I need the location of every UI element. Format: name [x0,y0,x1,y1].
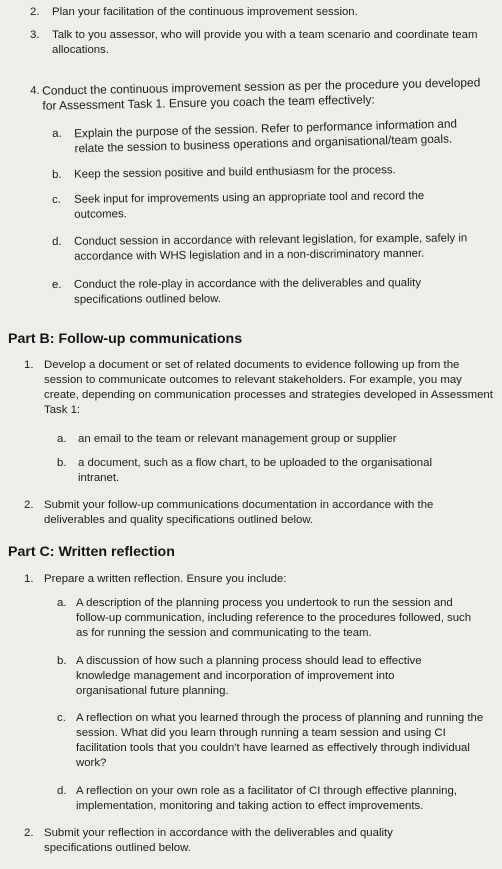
item-number: 4. [30,84,40,97]
sub-item-a4-b [52,162,482,183]
item-letter: c. [52,193,62,206]
item-letter: b. [57,457,67,469]
sub-item-b1-b [57,456,465,486]
item-number: 3. [30,29,40,41]
item-number: 2. [30,6,40,18]
item-text: Submit your follow-up communications documentation in accordance with the deliverables and quality specifications outlined below. [44,499,434,526]
item-letter: a. [52,127,62,140]
list-item-b1 [24,358,494,418]
item-text: an email to the team or relevant management group or supplier [78,433,397,445]
list-item-a4 [30,75,490,114]
item-text: A reflection on your own role as a facilitator of CI through effective planning, implementation, monitoring and taking action to effect improvements. [76,785,457,812]
item-text: Develop a document or set of related documents to evidence following up from the session to communicate outcomes to relevant stakeholders. For example, you may create, depending on communication processes and strategies developed in Assessment Task 1: [44,359,493,416]
item-number: 1. [24,359,34,371]
sub-item-a4-a [52,116,483,157]
item-text: Explain the purpose of the session. Refer to performance information and relate the session to business operations and organisational/team goals. [73,116,458,156]
item-letter: b. [57,655,67,667]
item-text: Conduct the role-play in accordance with the deliverables and quality specifications outlined below. [74,277,422,306]
item-text: A reflection on what you learned through the process of planning and running the session. What did you learn through running a team session and using CI facilitation tools that you couldn't have learned as effectively through individual work? [76,712,484,769]
item-text: A description of the planning process you undertook to run the session and follow-up communication, including reference to the procedures followed, such as for running the session and communicating to the team. [76,597,472,639]
part-c-heading: Part C: Written reflection [8,544,175,560]
item-number: 2. [24,827,34,839]
list-item-c2 [24,826,444,856]
item-letter: c. [57,712,66,724]
list-item-a3 [30,28,490,58]
item-text: Prepare a written reflection. Ensure you include: [44,573,287,585]
item-text: Conduct the continuous improvement session as per the procedure you developed for Assessment Task 1. Ensure you coach the team effectively: [41,75,481,113]
item-text: Plan your facilitation of the continuous improvement session. [52,6,358,18]
item-letter: b. [52,168,62,181]
item-text: Submit your reflection in accordance with the deliverables and quality specifications outlined below. [44,827,393,854]
sub-item-a4-e [52,276,462,308]
item-text: Conduct session in accordance with relevant legislation, for example, safely in accordance with WHS legislation and in a non-discriminatory manner. [74,232,468,263]
sub-item-a4-d [52,231,492,265]
item-text: a document, such as a flow chart, to be uploaded to the organisational intranet. [78,457,432,484]
item-letter: d. [52,235,62,248]
sub-item-b1-a [57,432,477,447]
sub-item-c1-a [57,596,482,641]
item-text: Keep the session positive and build enthusiasm for the process. [74,164,396,181]
sub-item-a4-c [52,189,462,223]
item-text: Talk to you assessor, who will provide you with a team scenario and coordinate team allocations. [52,29,478,56]
sub-item-c1-b [57,654,467,699]
item-letter: a. [57,597,67,609]
item-letter: a. [57,433,67,445]
part-b-heading: Part B: Follow-up communications [8,331,243,347]
list-item-c1 [24,572,494,587]
item-text: A discussion of how such a planning process should lead to effective knowledge management and incorporation of improvement into organisational future planning. [76,655,422,697]
item-text: Seek input for improvements using an appropriate tool and record the outcomes. [74,190,425,221]
item-letter: d. [57,785,67,797]
list-item-a2 [30,5,490,20]
sub-item-c1-d [57,784,494,814]
item-number: 1. [24,573,34,585]
item-letter: e. [52,278,62,291]
item-number: 2. [24,499,34,511]
list-item-b2 [24,498,494,528]
sub-item-c1-c [57,711,494,771]
